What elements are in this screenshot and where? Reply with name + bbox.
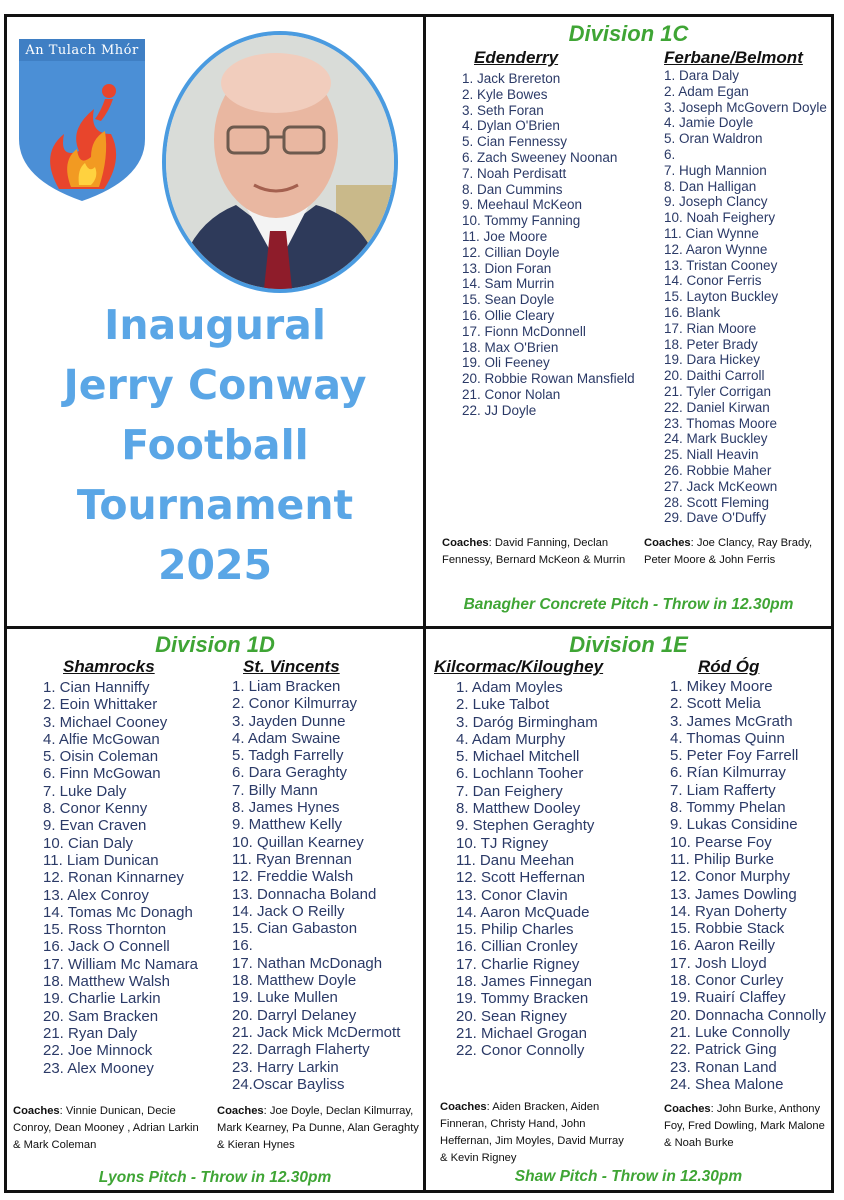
player-entry: 12. Ronan Kinnarney bbox=[43, 869, 184, 887]
team-name-kilcormac-kiloughey: Kilcormac/Kiloughey bbox=[434, 657, 604, 676]
division-1c-panel bbox=[423, 14, 834, 629]
coaches-st-vincents bbox=[217, 1103, 423, 1154]
player-entry: 19. Charlie Larkin bbox=[43, 990, 161, 1008]
coaches-label: Coaches bbox=[440, 1101, 487, 1113]
player-entry: 23. Ronan Land bbox=[670, 1058, 777, 1076]
player-entry: 5. Peter Foy Farrell bbox=[670, 747, 799, 765]
player-entry: 9. Meehaul McKeon bbox=[462, 197, 583, 213]
coaches-text: : David Fanning, Declan Fennessy, Bernard McKeon & Murrin bbox=[442, 537, 626, 566]
player-entry: 5. Tadgh Farrelly bbox=[232, 747, 344, 765]
player-entry: 3. James McGrath bbox=[670, 712, 793, 730]
player-entry: 5. Oran Waldron bbox=[664, 131, 763, 147]
player-entry: 19. Luke Mullen bbox=[232, 989, 338, 1007]
division-1e-panel bbox=[423, 626, 834, 1193]
player-entry: 1. Jack Brereton bbox=[462, 71, 561, 86]
player-entry: 23. Alex Mooney bbox=[43, 1059, 154, 1077]
coaches-edenderry bbox=[442, 535, 630, 569]
roster-ferbane-belmont bbox=[664, 68, 827, 526]
player-entry: 22. Daniel Kirwan bbox=[664, 399, 770, 415]
player-entry: 12. Scott Heffernan bbox=[456, 869, 585, 887]
team-name-st-vincents: St. Vincents bbox=[243, 657, 340, 676]
tournament-title bbox=[7, 295, 423, 595]
player-entry: 13. Tristan Cooney bbox=[664, 257, 778, 273]
player-entry: 10. Cian Daly bbox=[43, 834, 134, 852]
player-entry: 8. Conor Kenny bbox=[43, 800, 148, 818]
player-entry: 26. Robbie Maher bbox=[664, 462, 772, 478]
team-name-shamrocks: Shamrocks bbox=[63, 657, 155, 676]
player-entry: 7. Liam Rafferty bbox=[670, 781, 776, 799]
player-entry: 20. Daithi Carroll bbox=[664, 368, 765, 384]
player-entry: 27. Jack McKeown bbox=[664, 478, 778, 494]
player-entry: 2. Eoin Whittaker bbox=[43, 696, 158, 714]
player-entry: 21. Tyler Corrigan bbox=[664, 383, 772, 399]
player-entry: 19. Dara Hickey bbox=[664, 352, 761, 368]
player-entry: 11. Ryan Brennan bbox=[232, 850, 352, 868]
player-entry: 6. Zach Sweeney Noonan bbox=[462, 149, 618, 165]
player-entry: 16. Aaron Reilly bbox=[670, 937, 776, 955]
player-entry: 1. Mikey Moore bbox=[670, 678, 773, 695]
player-entry: 17. Charlie Rigney bbox=[456, 955, 580, 973]
title-line: Jerry Conway bbox=[63, 361, 367, 409]
player-entry: 11. Philip Burke bbox=[670, 850, 774, 868]
player-entry: 21. Ryan Daly bbox=[43, 1024, 138, 1042]
roster-edenderry bbox=[462, 71, 635, 419]
player-entry: 14. Aaron McQuade bbox=[456, 903, 590, 921]
player-entry: 8. James Hynes bbox=[232, 799, 340, 817]
player-entry: 12. Conor Murphy bbox=[670, 868, 791, 886]
player-entry: 22. Darragh Flaherty bbox=[232, 1041, 370, 1059]
player-entry: 17. Nathan McDonagh bbox=[232, 954, 383, 972]
pitch-info: Lyons Pitch - Throw in 12.30pm bbox=[98, 1169, 332, 1186]
player-entry: 16. Cillian Cronley bbox=[456, 938, 578, 956]
player-entry: 7. Billy Mann bbox=[232, 781, 318, 799]
player-entry: 4. Alfie McGowan bbox=[43, 730, 160, 748]
player-entry: 21. Michael Grogan bbox=[456, 1024, 587, 1042]
player-entry: 4. Jamie Doyle bbox=[664, 115, 754, 131]
player-entry: 19. Tommy Bracken bbox=[456, 990, 589, 1008]
player-entry: 16. Ollie Cleary bbox=[462, 307, 555, 323]
player-entry: 11. Danu Meehan bbox=[456, 851, 575, 869]
division-1d-panel bbox=[4, 626, 426, 1193]
player-entry: 13. James Dowling bbox=[670, 885, 797, 903]
roster-kilcormac-kiloughey bbox=[456, 679, 598, 1060]
player-entry: 18. Peter Brady bbox=[664, 336, 758, 352]
player-entry: 9. Evan Craven bbox=[43, 817, 147, 835]
coaches-text: : John Burke, Anthony Foy, Fred Dowling, Mark Malone & Noah Burke bbox=[664, 1103, 825, 1149]
player-entry: 24. Shea Malone bbox=[670, 1075, 784, 1093]
player-entry: 25. Niall Heavin bbox=[664, 447, 759, 463]
player-entry: 15. Robbie Stack bbox=[670, 920, 785, 938]
player-entry: 13. Alex Conroy bbox=[43, 886, 149, 904]
player-entry: 3. Michael Cooney bbox=[43, 713, 168, 731]
coaches-text: : Joe Clancy, Ray Brady, Peter Moore & John Ferris bbox=[644, 537, 813, 566]
player-entry: 3. Daróg Birmingham bbox=[456, 713, 598, 731]
player-entry: 1. Cian Hanniffy bbox=[43, 679, 150, 696]
player-entry: 14. Tomas Mc Donagh bbox=[43, 903, 193, 921]
player-entry: 11. Joe Moore bbox=[462, 228, 548, 244]
player-entry: 15. Sean Doyle bbox=[462, 292, 555, 308]
player-entry: 13. Dion Foran bbox=[462, 260, 552, 276]
crest-shield-icon bbox=[19, 39, 145, 201]
player-entry: 2. Luke Talbot bbox=[456, 696, 550, 714]
team-name-rod-og: Ród Óg bbox=[698, 657, 760, 676]
player-entry: 20. Donnacha Connolly bbox=[670, 1006, 826, 1024]
player-entry: 7. Noah Perdisatt bbox=[462, 165, 567, 181]
coaches-text: : Vinnie Dunican, Decie Conroy, Dean Mooney , Adrian Larkin & Mark Coleman bbox=[13, 1105, 199, 1151]
player-entry: 6. Rían Kilmurray bbox=[670, 764, 786, 782]
player-entry: 14. Jack O Reilly bbox=[232, 902, 345, 920]
player-entry: 4. Thomas Quinn bbox=[670, 729, 785, 747]
coaches-ferbane-belmont bbox=[644, 535, 830, 569]
player-entry: 17. William Mc Namara bbox=[43, 955, 199, 973]
player-entry: 3. Seth Foran bbox=[462, 102, 544, 118]
player-entry: 1. Liam Bracken bbox=[232, 678, 341, 695]
title-line: Football bbox=[121, 421, 309, 469]
player-entry: 8. Dan Halligan bbox=[664, 178, 757, 194]
player-entry: 18. Matthew Walsh bbox=[43, 973, 170, 991]
roster-rod-og bbox=[670, 678, 826, 1093]
title-panel bbox=[4, 14, 426, 629]
player-entry: 18. Conor Curley bbox=[670, 972, 784, 990]
player-entry: 22. Patrick Ging bbox=[670, 1041, 777, 1059]
player-entry: 7. Dan Feighery bbox=[456, 782, 563, 800]
player-entry: 19. Oli Feeney bbox=[462, 355, 550, 371]
player-entry: 9. Matthew Kelly bbox=[232, 816, 343, 834]
player-entry: 18. James Finnegan bbox=[456, 973, 592, 991]
title-line: Tournament bbox=[76, 481, 354, 529]
player-entry: 14. Conor Ferris bbox=[664, 273, 762, 289]
coaches-shamrocks bbox=[13, 1103, 209, 1154]
player-entry: 9. Joseph Clancy bbox=[664, 194, 768, 210]
team-name-ferbane-belmont: Ferbane/Belmont bbox=[664, 48, 803, 67]
player-entry: 20. Sam Bracken bbox=[43, 1007, 159, 1025]
roster-shamrocks bbox=[43, 679, 198, 1077]
player-entry: 9. Lukas Considine bbox=[670, 816, 798, 834]
player-entry: 2. Scott Melia bbox=[670, 695, 761, 713]
player-entry: 16. Jack O Connell bbox=[43, 938, 170, 956]
title-line: Inaugural bbox=[104, 301, 326, 349]
player-entry: 21. Luke Connolly bbox=[670, 1023, 791, 1041]
player-entry: 17. Fionn McDonnell bbox=[462, 323, 586, 339]
player-entry: 4. Adam Murphy bbox=[456, 730, 566, 748]
player-entry: 9. Stephen Geraghty bbox=[456, 817, 595, 835]
player-entry: 17. Rian Moore bbox=[664, 320, 757, 336]
player-entry: 7. Luke Daly bbox=[43, 782, 127, 800]
player-entry: 20. Darryl Delaney bbox=[232, 1006, 357, 1024]
player-entry: 6. bbox=[664, 146, 676, 162]
player-entry: 20. Sean Rigney bbox=[456, 1007, 567, 1025]
player-entry: 7. Hugh Mannion bbox=[664, 162, 767, 178]
player-entry: 5. Cian Fennessy bbox=[462, 134, 568, 150]
team-name-edenderry: Edenderry bbox=[474, 48, 559, 67]
player-entry: 8. Matthew Dooley bbox=[456, 800, 581, 818]
pitch-info: Shaw Pitch - Throw in 12.30pm bbox=[514, 1168, 743, 1185]
player-entry: 2. Kyle Bowes bbox=[462, 86, 548, 102]
player-entry: 23. Harry Larkin bbox=[232, 1058, 339, 1076]
player-entry: 12. Freddie Walsh bbox=[232, 868, 354, 886]
portrait-photo bbox=[162, 31, 398, 293]
roster-st-vincents bbox=[232, 678, 400, 1093]
player-entry: 14. Ryan Doherty bbox=[670, 902, 787, 920]
player-entry: 11. Liam Dunican bbox=[43, 851, 159, 869]
player-entry: 3. Jayden Dunne bbox=[232, 712, 346, 730]
division-title: Division 1D bbox=[155, 632, 275, 657]
pitch-info: Banagher Concrete Pitch - Throw in 12.30pm bbox=[463, 596, 794, 613]
player-entry: 10. Tommy Fanning bbox=[462, 213, 581, 229]
player-entry: 5. Oisin Coleman bbox=[43, 748, 159, 766]
player-entry: 5. Michael Mitchell bbox=[456, 748, 580, 766]
player-entry: 1. Adam Moyles bbox=[456, 679, 563, 696]
portrait-image-icon bbox=[166, 35, 394, 289]
coaches-kilcormac-kiloughey bbox=[440, 1099, 626, 1167]
player-entry: 2. Conor Kilmurray bbox=[232, 695, 358, 713]
player-entry: 1. Dara Daly bbox=[664, 68, 740, 83]
player-entry: 18. Matthew Doyle bbox=[232, 972, 357, 990]
player-entry: 22. Conor Connolly bbox=[456, 1042, 585, 1060]
player-entry: 22. JJ Doyle bbox=[462, 402, 537, 418]
player-entry: 3. Joseph McGovern Doyle bbox=[664, 99, 827, 115]
player-entry: 10. Quillan Kearney bbox=[232, 833, 364, 851]
player-entry: 8. Tommy Phelan bbox=[670, 799, 786, 817]
coaches-text: : Aiden Bracken, Aiden Finneran, Christy Hand, John Heffernan, Jim Moyles, David Murray & Kevin Rigney bbox=[440, 1101, 624, 1164]
player-entry: 11. Cian Wynne bbox=[664, 225, 759, 241]
player-entry: 16. bbox=[232, 937, 253, 955]
player-entry: 6. Finn McGowan bbox=[43, 765, 161, 783]
division-title: Division 1C bbox=[568, 21, 689, 46]
player-entry: 8. Dan Cummins bbox=[462, 181, 563, 197]
player-entry: 20. Robbie Rowan Mansfield bbox=[462, 371, 635, 387]
player-entry: 15. Layton Buckley bbox=[664, 289, 779, 305]
player-entry: 17. Josh Lloyd bbox=[670, 954, 767, 972]
player-entry: 6. Dara Geraghty bbox=[232, 764, 348, 782]
player-entry: 22. Joe Minnock bbox=[43, 1042, 153, 1060]
player-entry: 29. Dave O'Duffy bbox=[664, 510, 767, 526]
division-title: Division 1E bbox=[569, 632, 688, 657]
player-entry: 12. Cillian Doyle bbox=[462, 244, 560, 260]
club-crest bbox=[19, 39, 145, 201]
coaches-label: Coaches bbox=[644, 537, 691, 549]
player-entry: 16. Blank bbox=[664, 304, 721, 320]
player-entry: 24.Oscar Bayliss bbox=[232, 1075, 345, 1093]
player-entry: 10. Pearse Foy bbox=[670, 833, 772, 851]
coaches-rod-og bbox=[664, 1101, 834, 1152]
player-entry: 2. Adam Egan bbox=[664, 83, 749, 99]
coaches-label: Coaches bbox=[13, 1105, 60, 1117]
coaches-label: Coaches bbox=[442, 537, 489, 549]
player-entry: 12. Aaron Wynne bbox=[664, 241, 768, 257]
player-entry: 21. Conor Nolan bbox=[462, 386, 561, 402]
player-entry: 28. Scott Fleming bbox=[664, 494, 770, 510]
coaches-text: : Joe Doyle, Declan Kilmurray, Mark Kearney, Pa Dunne, Alan Geraghty & Kieran Hynes bbox=[217, 1105, 419, 1151]
player-entry: 19. Ruairí Claffey bbox=[670, 989, 786, 1007]
player-entry: 4. Adam Swaine bbox=[232, 729, 341, 747]
coaches-label: Coaches bbox=[664, 1103, 711, 1115]
player-entry: 4. Dylan O'Brien bbox=[462, 118, 560, 134]
crest-text: An Tulach Mhór bbox=[25, 43, 139, 58]
coaches-label: Coaches bbox=[217, 1105, 264, 1117]
player-entry: 13. Donnacha Boland bbox=[232, 885, 377, 903]
player-entry: 10. TJ Rigney bbox=[456, 834, 549, 852]
player-entry: 10. Noah Feighery bbox=[664, 210, 776, 226]
player-entry: 15. Philip Charles bbox=[456, 921, 574, 939]
player-entry: 24. Mark Buckley bbox=[664, 431, 768, 447]
player-entry: 23. Thomas Moore bbox=[664, 415, 778, 431]
player-entry: 15. Cian Gabaston bbox=[232, 920, 358, 938]
player-entry: 21. Jack Mick McDermott bbox=[232, 1023, 401, 1041]
player-entry: 6. Lochlann Tooher bbox=[456, 765, 584, 783]
player-entry: 13. Conor Clavin bbox=[456, 886, 568, 904]
player-entry: 18. Max O'Brien bbox=[462, 339, 559, 355]
player-entry: 15. Ross Thornton bbox=[43, 921, 167, 939]
title-line: 2025 bbox=[157, 541, 273, 589]
player-entry: 14. Sam Murrin bbox=[462, 276, 555, 292]
